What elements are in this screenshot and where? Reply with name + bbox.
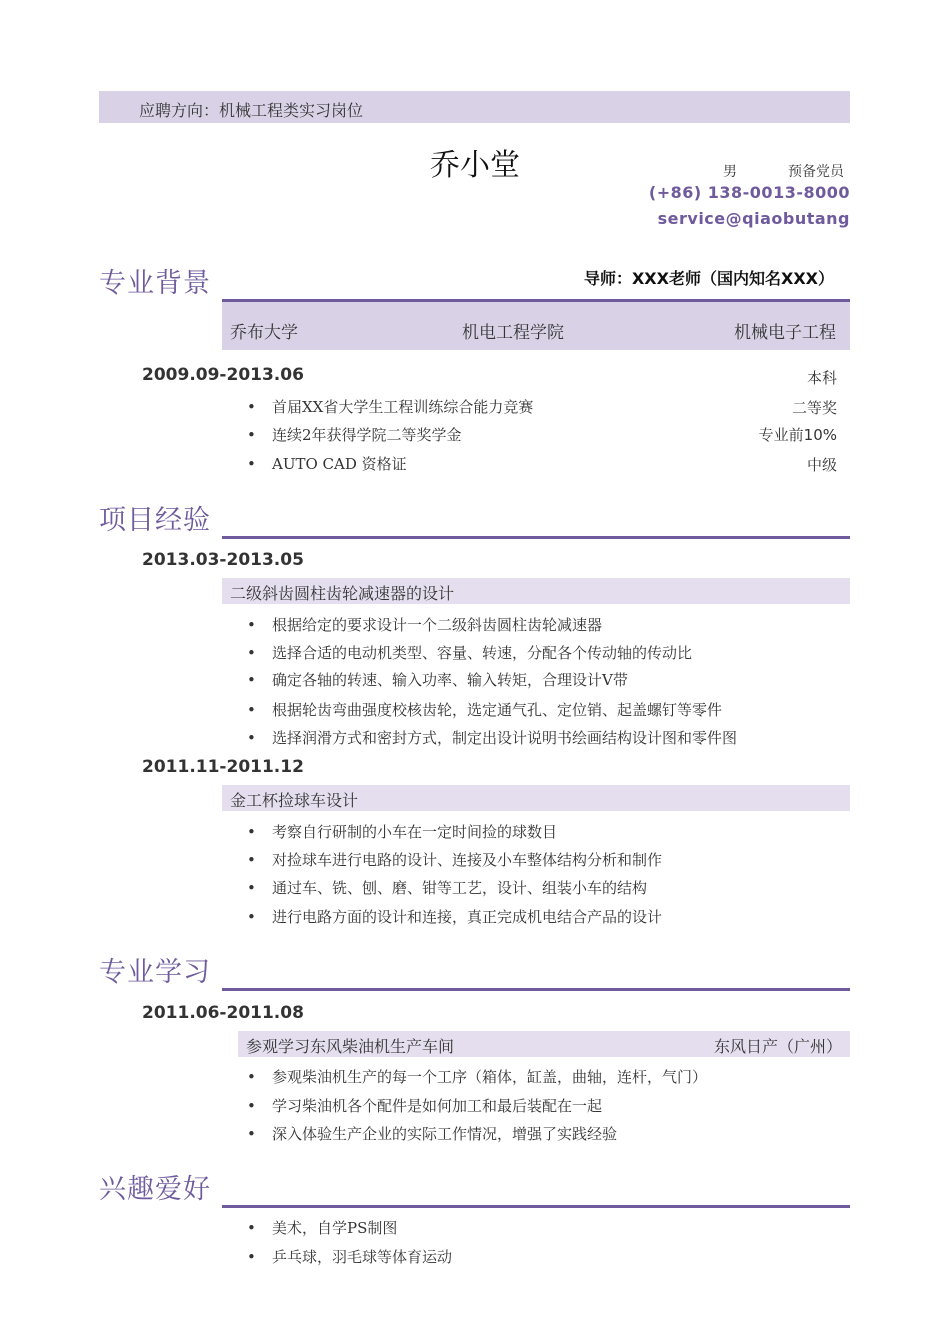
gender: 男: [723, 164, 737, 180]
candidate-name: 乔小堂: [430, 148, 520, 183]
scholarship-rank: 专业前10%: [758, 426, 837, 444]
list-item: • 乒乓球，羽毛球等体育运动: [247, 1248, 453, 1266]
list-item: • 连续2年获得学院二等奖学金: [247, 426, 462, 444]
list-item: • 选择合适的电动机类型、容量、转速，分配各个传动轴的传动比: [247, 644, 693, 662]
list-item: • 根据轮齿弯曲强度校核齿轮，选定通气孔、定位销、起盖螺钉等零件: [247, 701, 723, 719]
section-divider: [222, 536, 850, 539]
certificate-level: 中级: [806, 456, 837, 474]
list-item: • 深入体验生产企业的实际工作情况，增强了实践经验: [247, 1125, 618, 1143]
major: 机械电子工程: [734, 323, 836, 343]
list-item: • 美术，自学PS制图: [247, 1219, 398, 1237]
study-name: 参观学习东风柴油机生产车间: [246, 1037, 455, 1056]
list-item: • 进行电路方面的设计和连接，真正完成机电结合产品的设计: [247, 908, 663, 926]
section-divider: [222, 988, 850, 991]
tutor: 导师：XXX老师（国内知名XXX）: [583, 269, 834, 288]
list-item: • 考察自行研制的小车在一定时间捡的球数目: [247, 823, 558, 841]
education-period: 2009.09-2013.06: [142, 365, 304, 385]
section-title-background: 专业背景: [99, 268, 211, 299]
project-name: 金工杯捡球车设计: [230, 791, 359, 810]
education-bar: [222, 302, 850, 350]
list-item: • AUTO CAD 资格证: [247, 455, 407, 473]
project-period: 2013.03-2013.05: [142, 550, 304, 570]
degree: 本科: [806, 369, 837, 387]
award-level: 二等奖: [791, 399, 837, 417]
list-item: • 根据给定的要求设计一个二级斜齿圆柱齿轮减速器: [247, 616, 603, 634]
project-name: 二级斜齿圆柱齿轮减速器的设计: [230, 584, 455, 603]
school: 乔布大学: [230, 323, 298, 343]
section-title-hobbies: 兴趣爱好: [99, 1174, 211, 1205]
project-title-bar: [222, 785, 850, 811]
college: 机电工程学院: [462, 323, 564, 343]
list-item: • 通过车、铣、刨、磨、钳等工艺，设计、组装小车的结构: [247, 879, 648, 897]
phone-number: (+86) 138-0013-8000: [648, 183, 850, 202]
study-period: 2011.06-2011.08: [142, 1003, 304, 1023]
section-title-projects: 项目经验: [99, 505, 211, 536]
list-item: • 选择润滑方式和密封方式，制定出设计说明书绘画结构设计图和零件图: [247, 729, 738, 747]
section-divider: [222, 1205, 850, 1208]
study-title-bar: [238, 1031, 850, 1057]
project-title-bar: [222, 578, 850, 604]
study-company: 东风日产（广州）: [713, 1037, 842, 1056]
project-period: 2011.11-2011.12: [142, 757, 304, 777]
political-status: 预备党员: [788, 164, 844, 180]
apply-direction: 应聘方向：机械工程类实习岗位: [139, 101, 364, 120]
email-address: service@qiaobutang: [657, 209, 850, 228]
list-item: • 首届XX省大学生工程训练综合能力竞赛: [247, 398, 534, 416]
section-title-study: 专业学习: [99, 957, 211, 988]
apply-direction-bar: [99, 91, 850, 123]
list-item: • 学习柴油机各个配件是如何加工和最后装配在一起: [247, 1097, 603, 1115]
list-item: • 对捡球车进行电路的设计、连接及小车整体结构分析和制作: [247, 851, 663, 869]
list-item: • 参观柴油机生产的每一个工序（箱体，缸盖，曲轴，连杆，气门）: [247, 1068, 708, 1086]
list-item: • 确定各轴的转速、输入功率、输入转矩，合理设计V带: [247, 671, 628, 689]
